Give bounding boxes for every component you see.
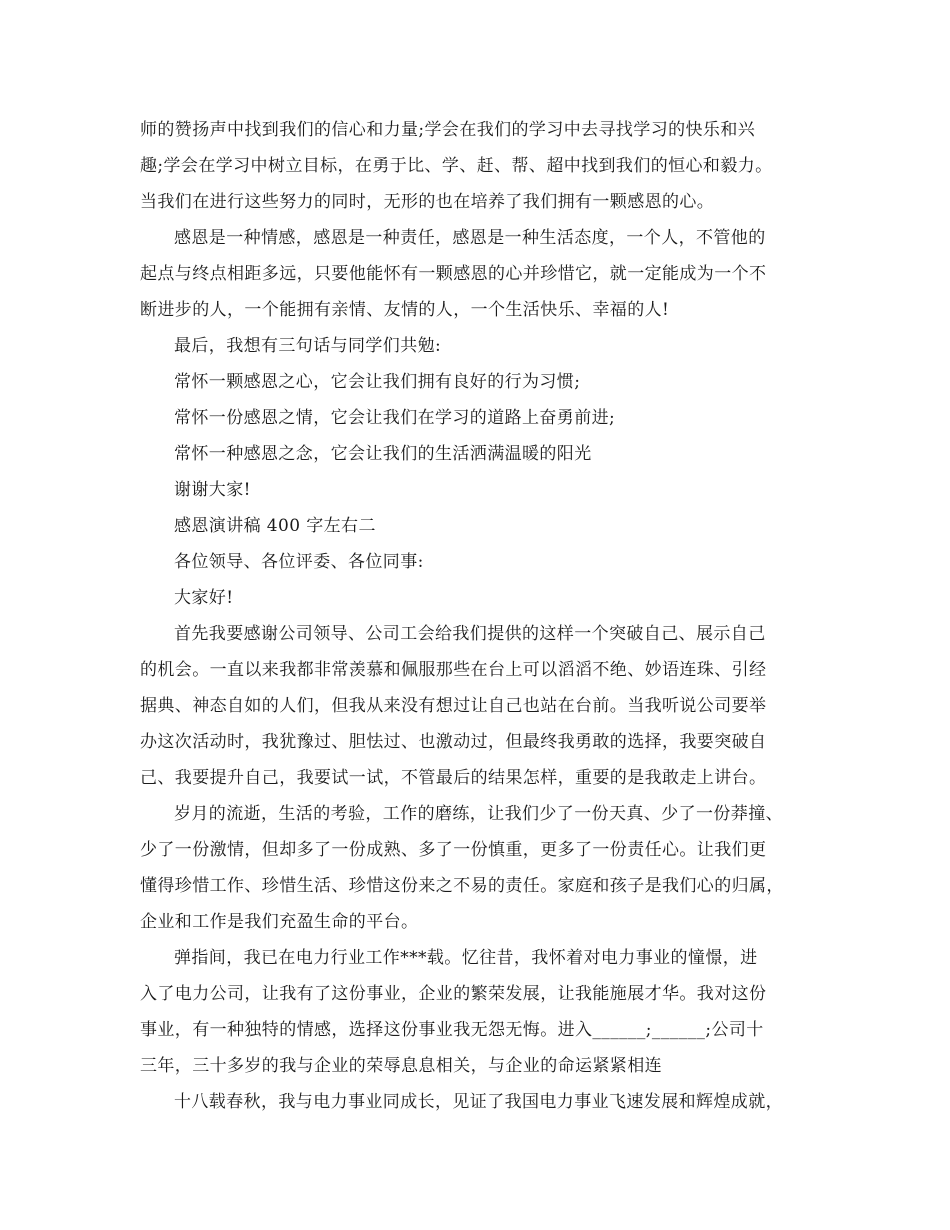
text-line: 岁月的流逝，生活的考验，工作的磨练，让我们少了一份天真、少了一份莽撞、 (174, 804, 783, 824)
text-line: 感恩是一种情感，感恩是一种责任，感恩是一种生活态度，一个人，不管他的 (174, 228, 766, 248)
text-line: 大家好! (174, 588, 234, 608)
text-line: 三年，三十多岁的我与企业的荣辱息息相关，与企业的命运紧紧相连 (140, 1056, 662, 1076)
text-line: 起点与终点相距多远，只要他能怀有一颗感恩的心并珍惜它，就一定能成为一个不 (140, 264, 767, 284)
text-line: 最后，我想有三句话与同学们共勉: (174, 336, 442, 356)
text-line: 十八载春秋，我与电力事业同成长，见证了我国电力事业飞速发展和辉煌成就， (174, 1092, 783, 1112)
text-line: 趣;学会在学习中树立目标，在勇于比、学、赶、帮、超中找到我们的恒心和毅力。 (140, 156, 773, 176)
text-line: 己、我要提升自己，我要试一试，不管最后的结果怎样，重要的是我敢走上讲台。 (140, 768, 767, 788)
text-line: 当我们在进行这些努力的同时，无形的也在培养了我们拥有一颗感恩的心。 (140, 192, 715, 212)
text-line: 企业和工作是我们充盈生命的平台。 (140, 912, 419, 932)
document-body (140, 112, 830, 1120)
text-line: 入了电力公司，让我有了这份事业，企业的繁荣发展，让我能施展才华。我对这份 (140, 984, 767, 1004)
text-line: 据典、神态自如的人们，但我从来没有想过让自己也站在台前。当我听说公司要举 (140, 696, 767, 716)
text-line: 师的赞扬声中找到我们的信心和力量;学会在我们的学习中去寻找学习的快乐和兴 (140, 120, 756, 140)
text-line: 常怀一种感恩之念，它会让我们的生活洒满温暖的阳光 (174, 444, 592, 464)
text-line: 首先我要感谢公司领导、公司工会给我们提供的这样一个突破自己、展示自己 (174, 624, 766, 644)
text-line: 断进步的人，一个能拥有亲情、友情的人，一个生活快乐、幸福的人! (140, 300, 670, 320)
text-line: 的机会。一直以来我都非常羡慕和佩服那些在台上可以滔滔不绝、妙语连珠、引经 (140, 660, 767, 680)
text-line: 感恩演讲稿 400 字左右二 (174, 516, 376, 536)
text-line: 懂得珍惜工作、珍惜生活、珍惜这份来之不易的责任。家庭和孩子是我们心的归属， (140, 876, 784, 896)
text-line: 常怀一份感恩之情，它会让我们在学习的道路上奋勇前进; (174, 408, 616, 428)
text-line: 办这次活动时，我犹豫过、胆怯过、也激动过，但最终我勇敢的选择，我要突破自 (140, 732, 767, 752)
text-line: 事业，有一种独特的情感，选择这份事业我无怨无悔。进入______;______;公司十 (140, 1020, 764, 1040)
text-line: 弹指间，我已在电力行业工作***载。忆往昔，我怀着对电力事业的憧憬，进 (174, 948, 758, 968)
text-line: 谢谢大家! (174, 480, 251, 500)
text-line: 常怀一颗感恩之心，它会让我们拥有良好的行为习惯; (174, 372, 581, 392)
text-line: 少了一份激情，但却多了一份成熟、多了一份慎重，更多了一份责任心。让我们更 (140, 840, 767, 860)
text-line: 各位领导、各位评委、各位同事: (174, 552, 424, 572)
